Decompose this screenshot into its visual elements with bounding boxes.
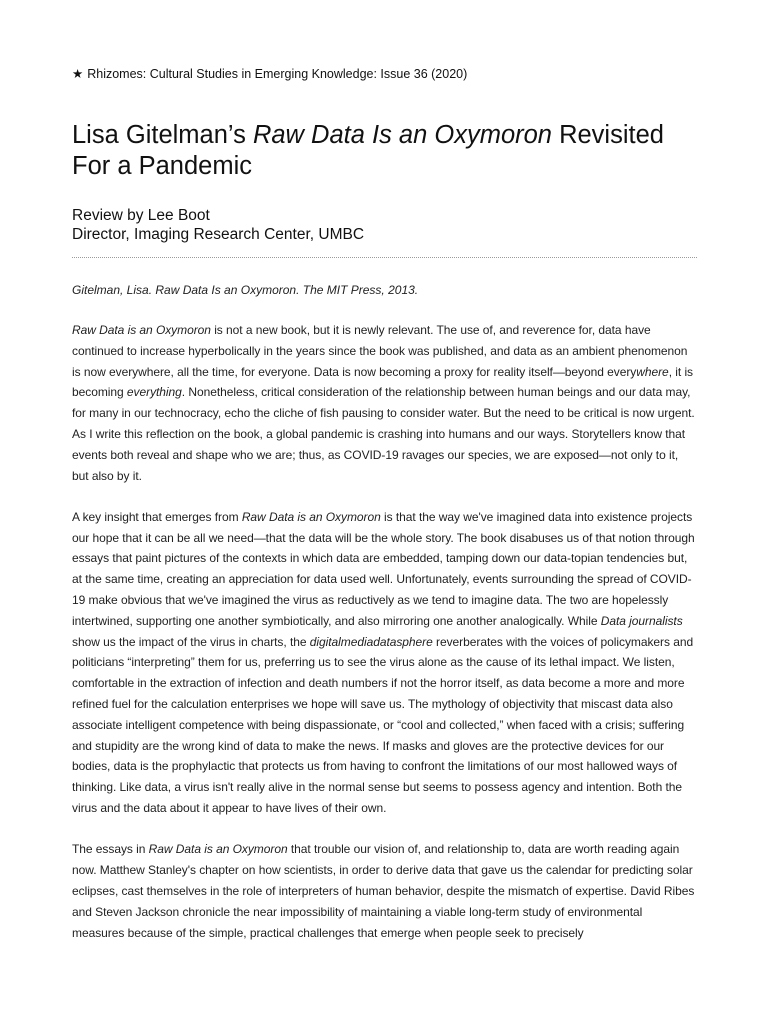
paragraph-2 bbox=[72, 507, 697, 819]
journal-line: Rhizomes: Cultural Studies in Emerging Knowledge: Issue 36 (2020) bbox=[87, 67, 468, 81]
emphasis: Data journalists bbox=[600, 613, 683, 628]
byline-block bbox=[72, 206, 364, 244]
article-body bbox=[72, 320, 697, 964]
title-prefix: Lisa Gitelman’s bbox=[72, 121, 253, 149]
book-title-ref: Raw Data is an Oxymoron bbox=[72, 323, 211, 337]
emphasis: where bbox=[636, 364, 669, 379]
dotted-divider bbox=[72, 257, 697, 258]
title-line-2: For a Pandemic bbox=[72, 152, 252, 180]
emphasis: digitalmediadatasphere bbox=[309, 634, 433, 649]
text-run: The essays in bbox=[72, 842, 149, 857]
text-run: is that the way we've imagined data into existence projects our hope that it can be all we need—that the data will be the whole story. The book disabuses us of that notion through essays that paint pictures of the contexts in which data are embedded, tamping down our data-topian tendencies but, at the same time, creating an appreciation for data used well. Unfortunately, events surrounding the spread of COVID-19 make obvious that we've imagined the virus as reductively as we tend to imagine data. The two are hopelessly intertwined, supporting one another symbiotically, and also mirroring one another analogically. While bbox=[72, 509, 695, 628]
book-title-ref: Raw Data is an Oxymoron bbox=[148, 842, 288, 857]
title-suffix: Revisited bbox=[551, 121, 664, 149]
text-run: . Nonetheless, critical consideration of the relationship between human beings and our data may, for many in our technocracy, echo the cliche of fish pausing to consider water. But the need to be critical is now urgent. As I write this reflection on the book, a global pandemic is crashing into humans and our ways. Storytellers know that events both reveal and shape who we are; thus, as COVID-19 ravages our species, we are exposed—not only to it, but also by it. bbox=[72, 385, 695, 483]
byline: Review by Lee Boot bbox=[72, 207, 210, 224]
title-book-name: Raw Data Is an Oxymoron bbox=[252, 121, 552, 149]
text-run: reverberates with the voices of policymakers and politicians “interpreting” them for us, preferring us to see the virus alone as the cause of its lethal impact. We listen, comfortable in the extraction of infection and death numbers if not the horror itself, as data become a more and more refined fuel for the calculation enterprises we hope will save us. The mythology of objectivity that miscast data also associate intelligent competence with being dispassionate, or “cool and collected,” when faced with a crisis; suffering and stupidity are the wrong kind of data to make the news. If masks and gloves are the protective devices for our bodies, data is the prophylactic that protects us from having to confront the limitations of our most hallowed ways of thinking. Like data, a virus isn't really alive in the normal sense but seems to possess agency and intention. Both the virus and the data about it appear to have lives of their own. bbox=[72, 634, 694, 816]
affiliation: Director, Imaging Research Center, UMBC bbox=[72, 226, 365, 243]
text-run: show us the impact of the virus in charts, the bbox=[72, 634, 310, 649]
journal-header bbox=[72, 66, 467, 81]
text-run: A key insight that emerges from bbox=[72, 509, 242, 524]
article-title bbox=[72, 120, 712, 182]
book-title-ref: Raw Data is an Oxymoron bbox=[241, 509, 381, 524]
text-run: that trouble our vision of, and relationship to, data are worth reading again now. Matthew Stanley's chapter on how scientists, in order to derive data that gave us the calendar for predicting solar eclipses, cast themselves in the role of interpreters of human behavior, despite the mismatch of expertise. David Ribes and Steven Jackson chronicle the near impossibility of maintaining a viable long-term study of environmental measures because of the simple, practical challenges that emerge when people seek to precisely bbox=[72, 842, 695, 940]
citation: Gitelman, Lisa. Raw Data Is an Oxymoron. The MIT Press, 2013. bbox=[72, 283, 419, 297]
paragraph-1 bbox=[72, 320, 697, 486]
emphasis: everything bbox=[126, 385, 182, 400]
text-run: is not a new book, but it is newly relevant. The use of, and reverence for, data have continued to increase hyperbolically in the years since the book was published, and data as an ambient phenomenon is now everywhere, all the time, for everyone. Data is now becoming a proxy for reality itself—beyond every bbox=[72, 323, 688, 379]
star-icon: ★ bbox=[72, 67, 84, 81]
text-run: , it is becoming bbox=[72, 364, 694, 400]
paragraph-3 bbox=[72, 839, 697, 943]
